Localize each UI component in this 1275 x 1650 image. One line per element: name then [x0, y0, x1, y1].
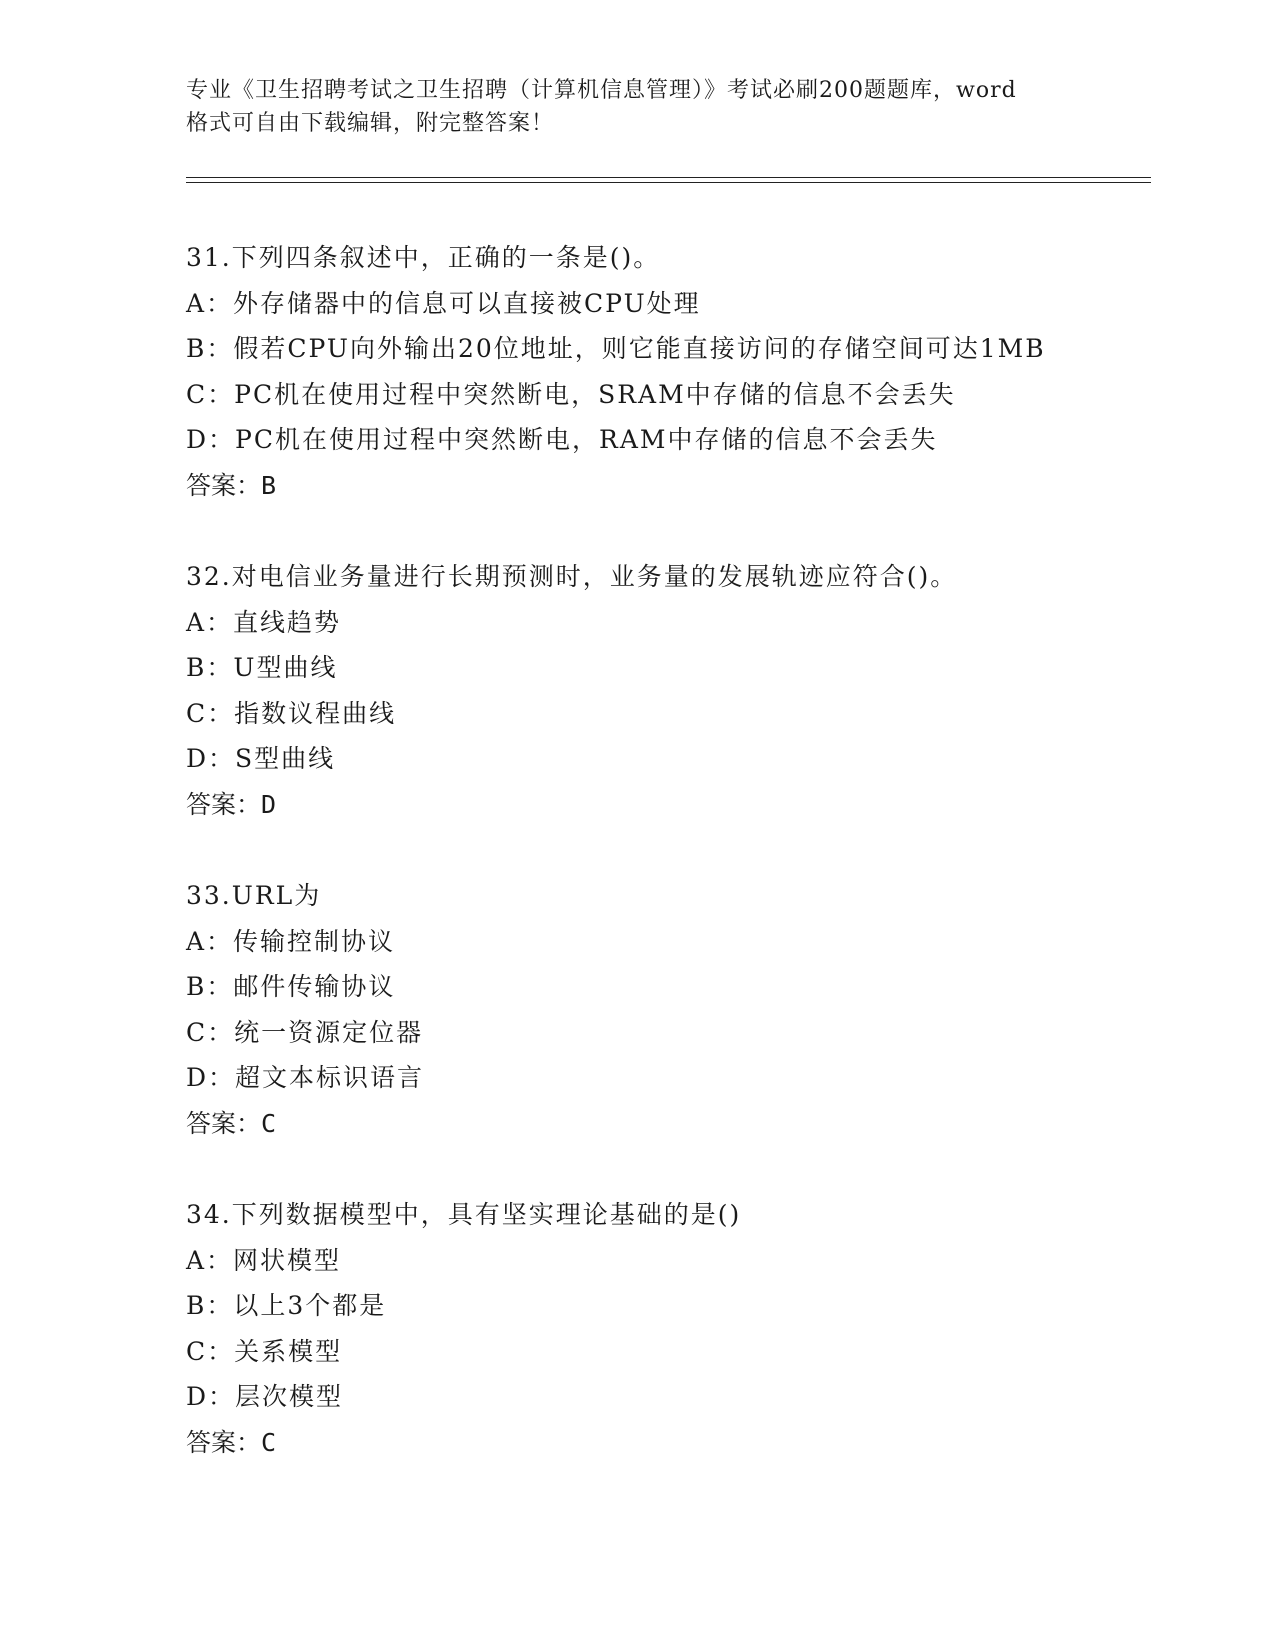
- question-34: [186, 1192, 1166, 1465]
- answer-label: 答案：: [186, 470, 262, 500]
- header-line-2: 格式可自由下载编辑，附完整答案！: [186, 111, 555, 136]
- answer-label: 答案：: [186, 1108, 262, 1138]
- answer-value: D: [261, 789, 277, 819]
- option-d: D：PC机在使用过程中突然断电，RAM中存储的信息不会丢失: [186, 425, 938, 454]
- option-c: C：PC机在使用过程中突然断电，SRAM中存储的信息不会丢失: [186, 379, 956, 409]
- question-stem: 31.下列四条叙述中，正确的一条是()。: [186, 243, 661, 272]
- header-line-1: 专业《卫生招聘考试之卫生招聘（计算机信息管理）》考试必刷200题题库，word: [186, 78, 1017, 103]
- option-a: A：传输控制协议: [186, 926, 396, 956]
- question-stem: 32.对电信业务量进行长期预测时，业务量的发展轨迹应符合()。: [186, 562, 958, 591]
- question-32: [186, 554, 1166, 827]
- option-b: B：以上3个都是: [186, 1291, 387, 1320]
- answer-value: C: [261, 1108, 277, 1138]
- option-c: C：关系模型: [186, 1336, 343, 1366]
- answer-label: 答案：: [186, 789, 262, 819]
- answer: [186, 1101, 1166, 1147]
- option-d: D：超文本标识语言: [186, 1063, 425, 1092]
- option-a: A：直线趋势: [186, 607, 342, 637]
- answer-value: B: [261, 470, 277, 500]
- option-c: C：指数议程曲线: [186, 698, 397, 728]
- option-b: B：邮件传输协议: [186, 972, 396, 1001]
- option-d: D：S型曲线: [186, 744, 336, 773]
- option-b: B：U型曲线: [186, 653, 338, 682]
- question-33: [186, 873, 1166, 1146]
- answer-value: C: [261, 1427, 277, 1457]
- question-stem: 33.URL为: [186, 881, 322, 910]
- option-a: A：网状模型: [186, 1245, 342, 1275]
- document-header: [186, 74, 1086, 140]
- option-a: A：外存储器中的信息可以直接被CPU处理: [186, 288, 701, 318]
- question-stem: 34.下列数据模型中，具有坚实理论基础的是(): [186, 1200, 742, 1229]
- answer: [186, 782, 1166, 828]
- answer: [186, 463, 1166, 509]
- header-divider-top: [186, 177, 1151, 178]
- answer-label: 答案：: [186, 1427, 262, 1457]
- header-divider-bottom: [186, 182, 1151, 183]
- option-c: C：统一资源定位器: [186, 1017, 424, 1047]
- option-d: D：层次模型: [186, 1382, 344, 1411]
- option-b: B：假若CPU向外输出20位地址，则它能直接访问的存储空间可达1MB: [186, 334, 1046, 363]
- question-31: [186, 235, 1166, 508]
- answer: [186, 1420, 1166, 1466]
